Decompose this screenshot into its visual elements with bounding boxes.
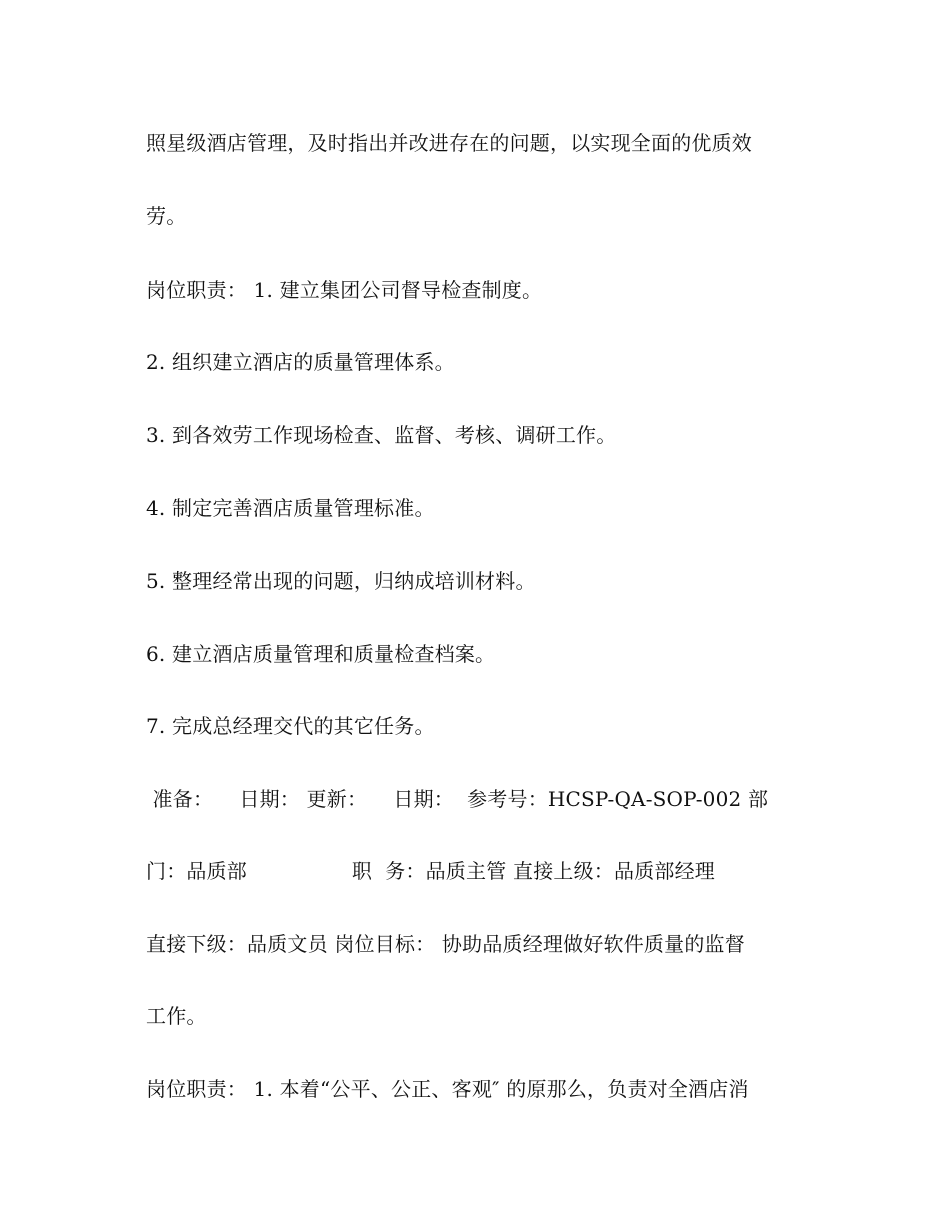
department-info: 门：品质部 职 务：品质主管 直接上级：品质部经理 <box>146 859 715 883</box>
list-item: 7. 完成总经理交代的其它任务。 <box>146 714 435 738</box>
text-line: 岗位职责： 1. 本着“公平、公正、客观″ 的原那么，负责对全酒店消 <box>146 1077 749 1101</box>
document-header-info: 准备： 日期： 更新： 日期： 参考号：HCSP-QA-SOP-002 部 <box>146 787 769 811</box>
subordinate-info: 直接下级：品质文员 岗位目标： 协助品质经理做好软件质量的监督 <box>146 932 745 956</box>
list-item: 6. 建立酒店质量管理和质量检查档案。 <box>146 642 496 666</box>
text-line: 岗位职责： 1. 建立集团公司督导检查制度。 <box>146 278 543 302</box>
list-item: 4. 制定完善酒店质量管理标准。 <box>146 496 435 520</box>
list-item: 5. 整理经常出现的问题，归纳成培训材料。 <box>146 569 536 593</box>
list-item: 2. 组织建立酒店的质量管理体系。 <box>146 350 455 374</box>
text-line: 工作。 <box>146 1004 207 1028</box>
text-line: 劳。 <box>146 204 187 228</box>
list-item: 3. 到各效劳工作现场检查、监督、考核、调研工作。 <box>146 423 617 447</box>
text-line: 照星级酒店管理，及时指出并改进存在的问题，以实现全面的优质效 <box>146 131 752 155</box>
